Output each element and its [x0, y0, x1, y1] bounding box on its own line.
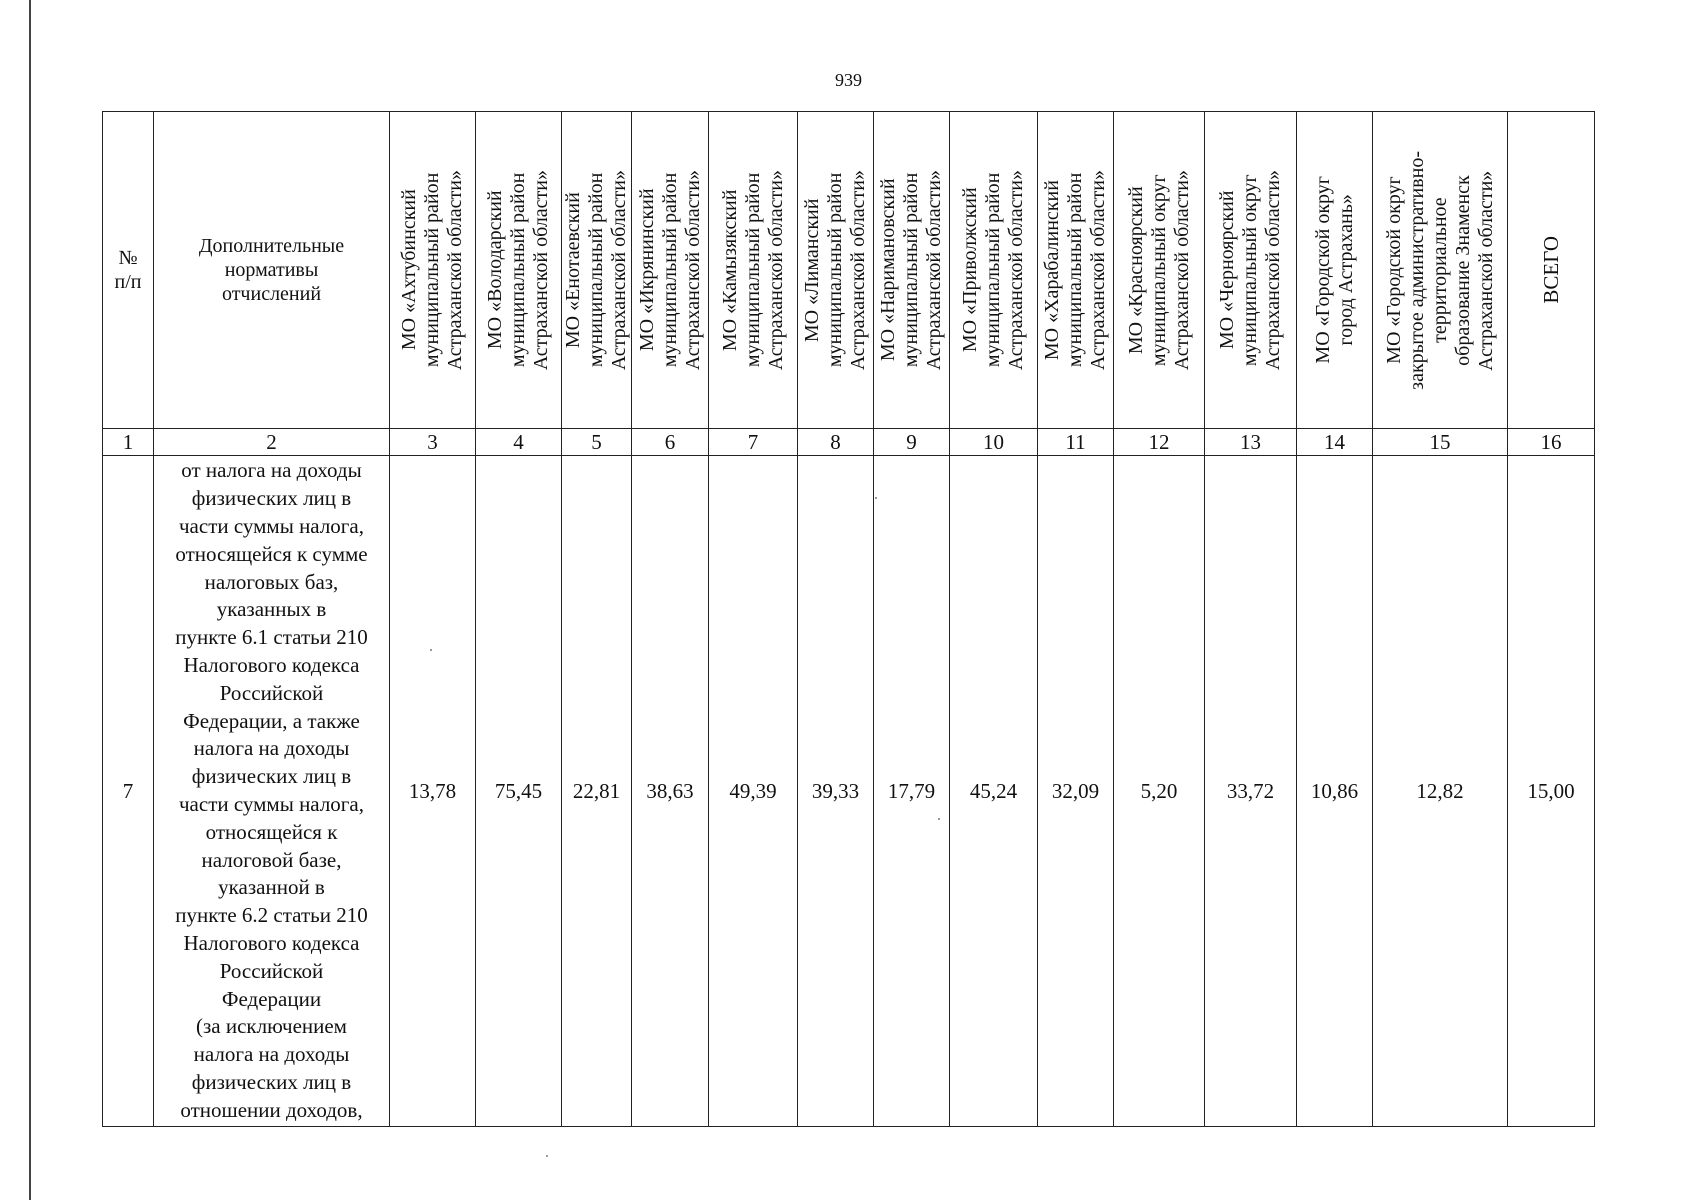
- header-row: [103, 112, 1595, 429]
- column-number: 9: [874, 429, 950, 456]
- header-ikryaninsky: [632, 112, 709, 429]
- value-cell: 45,24: [950, 456, 1038, 1127]
- value-cell: 5,20: [1114, 456, 1205, 1127]
- header-chernoyarsky-label: МО «Черноярский муниципальный округ Астраханской области»: [1216, 169, 1284, 371]
- value-cell: 15,00: [1508, 456, 1595, 1127]
- value-cell: 49,39: [709, 456, 798, 1127]
- scan-speck: [875, 497, 877, 499]
- value-cell: 33,72: [1205, 456, 1297, 1127]
- header-enotaevsky-label: МО «Енотаевский муниципальный район Астраханской области»: [562, 169, 630, 371]
- page-number: 939: [835, 70, 862, 90]
- header-description-label: Дополнительные нормативы отчислений: [198, 235, 345, 305]
- header-total: [1508, 112, 1595, 429]
- value-cell: 32,09: [1038, 456, 1114, 1127]
- column-number: 5: [562, 429, 632, 456]
- value-cell: 38,63: [632, 456, 709, 1127]
- header-krasnoyarsky: [1114, 112, 1205, 429]
- row-index: 7: [103, 456, 154, 1127]
- value-cell: 10,86: [1297, 456, 1373, 1127]
- column-number: 2: [154, 429, 390, 456]
- column-number: 8: [798, 429, 874, 456]
- header-volodarsky-label: МО «Володарский муниципальный район Астраханской области»: [484, 169, 552, 371]
- header-kharabalinsky-label: МО «Харабалинский муниципальный район Астраханской области»: [1041, 169, 1109, 371]
- column-number: 7: [709, 429, 798, 456]
- header-kamyzyaksky-label: МО «Камызякский муниципальный район Астраханской области»: [718, 169, 787, 371]
- allocation-table: [102, 111, 1595, 1127]
- column-number-row: [103, 429, 1595, 456]
- column-number: 13: [1205, 429, 1297, 456]
- scan-speck: [430, 649, 432, 651]
- column-number: 10: [950, 429, 1038, 456]
- column-number: 1: [103, 429, 154, 456]
- header-row-number: [103, 112, 154, 429]
- header-description: [154, 112, 390, 429]
- column-number: 3: [390, 429, 476, 456]
- scan-speck: [546, 1155, 548, 1157]
- header-narimanovsky-label: МО «Наримановский муниципальный район Астраханской области»: [877, 169, 945, 371]
- header-privolzhsky-label: МО «Приволжский муниципальный район Астраханской области»: [959, 169, 1027, 371]
- column-number: 12: [1114, 429, 1205, 456]
- header-ikryaninsky-label: МО «Икрянинский муниципальный район Астраханской области»: [635, 169, 704, 371]
- header-privolzhsky: [950, 112, 1038, 429]
- header-akhtubinsky-label: МО «Ахтубинский муниципальный район Астраханской области»: [398, 169, 466, 371]
- column-number: 4: [476, 429, 562, 456]
- header-volodarsky: [476, 112, 562, 429]
- value-cell: 75,45: [476, 456, 562, 1127]
- value-cell: 17,79: [874, 456, 950, 1127]
- header-znamensk-label: МО «Городской округ закрытое административно- территориальное образование Знаменск Астраханской области»: [1382, 150, 1497, 390]
- header-row-number-label: № п/п: [114, 247, 142, 293]
- header-astrakhan: [1297, 112, 1373, 429]
- header-akhtubinsky: [390, 112, 476, 429]
- column-number: 16: [1508, 429, 1595, 456]
- value-cell: 22,81: [562, 456, 632, 1127]
- header-chernoyarsky: [1205, 112, 1297, 429]
- header-kamyzyaksky: [709, 112, 798, 429]
- scan-speck: [938, 818, 940, 820]
- value-cell: 12,82: [1373, 456, 1508, 1127]
- header-krasnoyarsky-label: МО «Красноярский муниципальный округ Астраханской области»: [1124, 169, 1193, 371]
- column-number: 15: [1373, 429, 1508, 456]
- value-cell: 39,33: [798, 456, 874, 1127]
- column-number: 14: [1297, 429, 1373, 456]
- header-znamensk: [1373, 112, 1508, 429]
- value-cell: 13,78: [390, 456, 476, 1127]
- column-number: 6: [632, 429, 709, 456]
- header-kharabalinsky: [1038, 112, 1114, 429]
- header-limansky-label: МО «Лиманский муниципальный район Астраханской области»: [801, 169, 869, 371]
- header-narimanovsky: [874, 112, 950, 429]
- row-description: от налога на доходы физических лиц в части суммы налога, относящейся к сумме налоговых баз, указанных в пункте 6.1 статьи 210 Налогового кодекса Российской Федерации, а также налога на доходы физических лиц в части суммы налога, относящейся к налоговой базе, указанной в пункте 6.2 статьи 210 Налогового кодекса Российской Федерации (за исключением налога на доходы физических лиц в отношении доходов,: [154, 456, 390, 1127]
- header-total-label: ВСЕГО: [1538, 236, 1563, 304]
- table-row: [103, 456, 1595, 1127]
- header-enotaevsky: [562, 112, 632, 429]
- header-limansky: [798, 112, 874, 429]
- column-number: 11: [1038, 429, 1114, 456]
- page-left-rule: [29, 0, 31, 1200]
- header-astrakhan-label: МО «Городской округ город Астрахань»: [1311, 176, 1357, 364]
